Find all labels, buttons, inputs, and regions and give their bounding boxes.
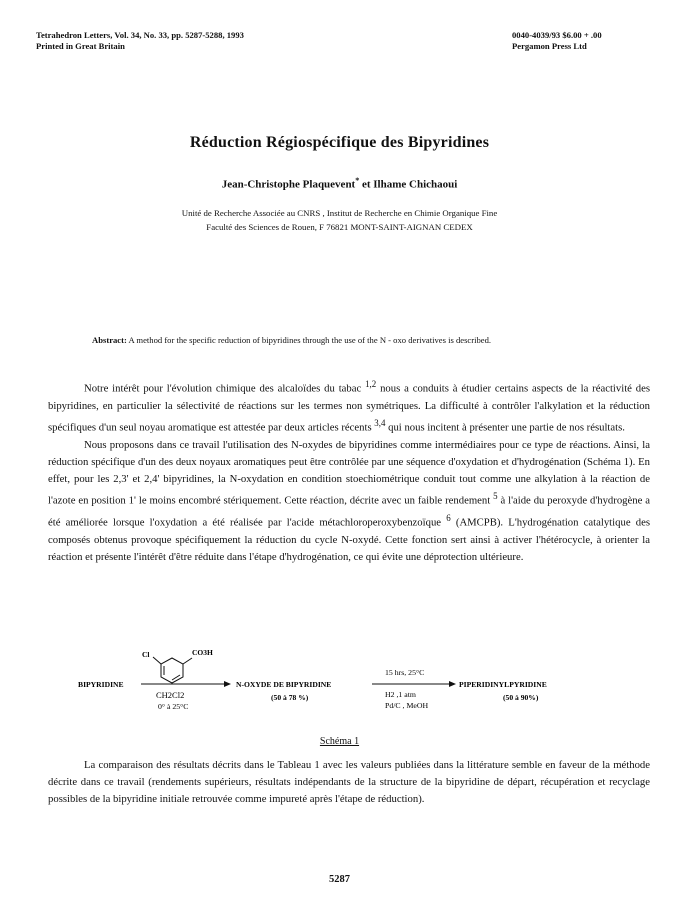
journal-citation bbox=[36, 30, 244, 52]
yield-2: (50 à 90%) bbox=[503, 693, 539, 702]
author-conjunction: et bbox=[359, 178, 374, 191]
abstract bbox=[92, 335, 491, 345]
issn-block bbox=[512, 30, 602, 52]
affiliation-line-2: Faculté des Sciences de Rouen, F 76821 MONT-SAINT-AIGNAN CEDEX bbox=[206, 222, 473, 232]
reagent-co3h-label: CO3H bbox=[192, 648, 213, 657]
start-compound: BIPYRIDINE bbox=[78, 680, 124, 689]
author-1: Jean-Christophe Plaquevent bbox=[221, 178, 356, 191]
author-2: Ilhame Chichaoui bbox=[373, 178, 458, 191]
reaction-scheme bbox=[0, 640, 679, 732]
product-compound: PIPERIDINYLPYRIDINE bbox=[459, 680, 547, 689]
p2-text-a: Nous proposons dans ce travail l'utilisation des N-oxydes de bipyridines comme intermédiaires pour ce type de réactions. Ainsi, la réduction spécifique d'un des deux noyaux aromatiques peut être contrôlée par une séquence d'oxydation et d'hydrogénation (Schéma 1). En effet, pour les 2,3' et 2,4' bipyridines, la N-oxydation en condition stoechiométrique conduit tout comme une alkylation à la réaction de l'azote en position 1' le moins encombré stériquement. Cette réaction, décrite avec un faible rendement bbox=[48, 438, 650, 507]
corresponding-marker: * bbox=[355, 176, 360, 185]
yield-1: (50 à 78 %) bbox=[271, 693, 309, 702]
reference-marker: 6 bbox=[446, 513, 451, 524]
arrow-head-1 bbox=[224, 681, 231, 687]
reagent-cl-label: Cl bbox=[142, 650, 150, 659]
paragraph-3: La comparaison des résultats décrits dans le Tableau 1 avec les valeurs publiées dans la littérature semble en faveur de la méthode décrite dans ce travail (rendements supérieurs, résultats indépendants de la structure de la bipyridine de départ, récupération et recyclage possibles de la bipyridine initiale retrouvée comme impureté après l'étape de réduction). bbox=[48, 759, 650, 806]
arrow-head-2 bbox=[449, 681, 456, 687]
solvent-label: CH2Cl2 bbox=[156, 690, 185, 700]
mcpba-structure bbox=[153, 657, 192, 683]
paper-title: Réduction Régiospécifique des Bipyridines bbox=[189, 134, 490, 151]
conditions-catalyst: Pd/C , MeOH bbox=[385, 701, 429, 710]
reference-marker: 3,4 bbox=[374, 417, 386, 428]
scheme-caption: Schéma 1 bbox=[319, 736, 360, 747]
body-text-upper bbox=[48, 376, 650, 566]
body-text-lower bbox=[48, 757, 650, 809]
reference-marker: 1,2 bbox=[365, 379, 377, 389]
paragraph-2 bbox=[48, 437, 650, 567]
p2-text-c: (AMCPB). L'hydrogénation catalytique des composés obtenus provoque spécifiquement la réduction du cycle N-oxydé. Cette fonction sert ainsi à activer l'hétérocycle, à orienter la réaction et présente l'intérêt d'être réduite dans l'étape d'hydrogénation, ce qui évite une déprotection ultérieure. bbox=[48, 516, 650, 564]
p1-text-b: nous a conduits à étudier certains aspects de la réactivité des bipyridines, en particulier la sélectivité de réactions sur les termes non symétriques. La difficulté à contrôler l'alkylation et la réduction spécifiques d'un seul noyau aromatique est attestée par deux articles récents bbox=[48, 382, 651, 434]
page-number: 5287 bbox=[329, 874, 350, 885]
conditions-time-temp: 15 hrs, 25°C bbox=[385, 668, 425, 677]
abstract-text: A method for the specific reduction of bipyridines through the use of the N - oxo derivatives is described. bbox=[126, 335, 492, 345]
printed-in-line: Printed in Great Britain bbox=[36, 41, 125, 51]
paragraph-1 bbox=[48, 376, 650, 437]
intermediate-compound: N-OXYDE DE BIPYRIDINE bbox=[236, 680, 332, 689]
author-line bbox=[0, 176, 679, 191]
reference-marker: 5 bbox=[493, 491, 498, 502]
issn-price-line: 0040-4039/93 $6.00 + .00 bbox=[512, 30, 602, 40]
publisher-line: Pergamon Press Ltd bbox=[512, 41, 587, 51]
affiliation-line-1: Unité de Recherche Associée au CNRS , Institut de Recherche en Chimie Organique Fine bbox=[181, 208, 498, 218]
temp-range-label: 0° à 25°C bbox=[158, 702, 189, 711]
p1-text-a: Notre intérêt pour l'évolution chimique des alcaloïdes du tabac bbox=[84, 382, 366, 395]
p1-text-c: qui nous incitent à présenter une partie de nos résultats. bbox=[385, 421, 625, 434]
conditions-hydrogen: H2 ,1 atm bbox=[385, 690, 416, 699]
abstract-label: Abstract: bbox=[92, 335, 127, 345]
p2-text-b: à l'aide du peroxyde d'hydrogène a été améliorée lorsque l'oxydation a été réalisée par l'acide métachloroperoxybenzoïque bbox=[48, 494, 650, 529]
citation-line: Tetrahedron Letters, Vol. 34, No. 33, pp. 5287-5288, 1993 bbox=[36, 30, 244, 40]
